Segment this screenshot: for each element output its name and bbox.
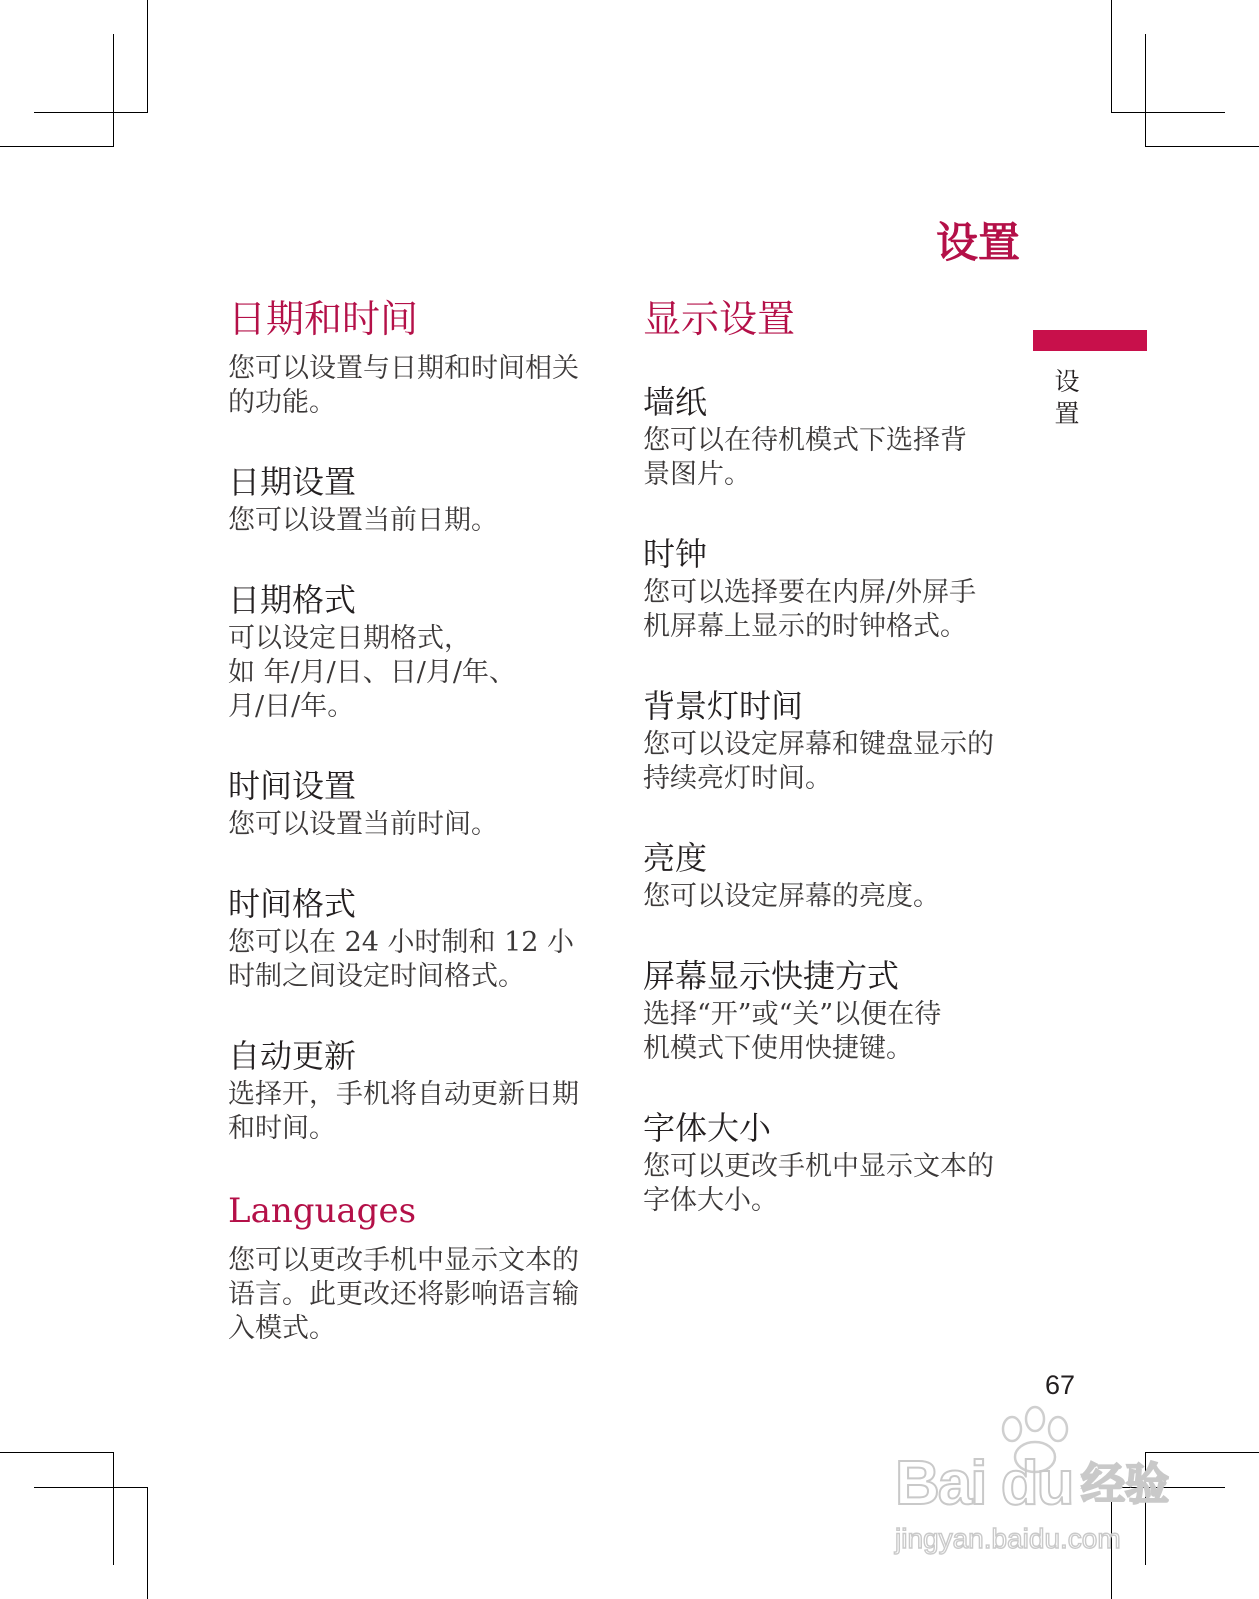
watermark-url: jingyan.baidu.com <box>895 1523 1121 1554</box>
languages-heading: Languages <box>228 1191 417 1231</box>
section-body: 可以设定日期格式， 如 年/月/日、日/月/年、 月/日/年。 <box>228 623 516 722</box>
section-body: 您可以在 24 小时制和 12 小 时制之间设定时间格式。 <box>228 927 575 992</box>
section-body: 您可以在待机模式下选择背 景图片。 <box>643 425 967 490</box>
section-tab-char: 设 <box>1054 367 1080 396</box>
section-title: 日期设置 <box>228 463 357 501</box>
section-title: 背景灯时间 <box>643 687 804 725</box>
section-tab-char: 置 <box>1054 399 1080 428</box>
section-title: 时间设置 <box>228 767 357 805</box>
section-body: 您可以选择要在内屏/外屏手 机屏幕上显示的时钟格式。 <box>643 577 977 642</box>
section-body: 您可以设定屏幕的亮度。 <box>643 881 940 912</box>
crop-mark <box>0 146 114 147</box>
right-column <box>643 296 1023 1218</box>
section-body: 您可以设置当前时间。 <box>228 809 498 840</box>
section-tab-label <box>1052 366 1082 430</box>
display-settings-heading: 显示设置 <box>643 297 796 341</box>
section-title: 时钟 <box>643 535 708 573</box>
section-tab-bar <box>1033 330 1147 351</box>
section-body: 您可以设置当前日期。 <box>228 505 498 536</box>
section-title: 时间格式 <box>228 885 357 923</box>
crop-mark <box>0 1452 114 1453</box>
page-number: 67 <box>1045 1370 1076 1400</box>
watermark-brand: Bai du <box>895 1449 1073 1518</box>
crop-mark <box>1145 146 1259 147</box>
crop-mark <box>1145 34 1146 146</box>
section-title: 屏幕显示快捷方式 <box>643 957 900 995</box>
section-body: 选择开，手机将自动更新日期 和时间。 <box>228 1079 579 1144</box>
page-title: 设置 <box>935 218 1020 267</box>
section-body: 您可以设定屏幕和键盘显示的 持续亮灯时间。 <box>643 729 994 794</box>
languages-body: 您可以更改手机中显示文本的 语言。此更改还将影响语言输 入模式。 <box>228 1245 579 1344</box>
section-body: 选择“开”或“关”以便在待 机模式下使用快捷键。 <box>643 999 942 1064</box>
crop-mark <box>113 1452 114 1565</box>
crop-mark <box>113 34 114 146</box>
date-time-intro: 您可以设置与日期和时间相关 的功能。 <box>228 353 579 418</box>
left-column <box>228 296 608 1346</box>
crop-mark <box>1111 112 1225 113</box>
section-title: 亮度 <box>643 839 708 877</box>
baidu-watermark <box>895 1405 1195 1555</box>
crop-mark <box>147 1487 148 1599</box>
crop-mark <box>147 0 148 112</box>
section-title: 日期格式 <box>228 581 357 619</box>
crop-mark <box>1111 0 1112 112</box>
section-title: 字体大小 <box>643 1109 772 1147</box>
date-time-heading: 日期和时间 <box>228 297 419 341</box>
crop-mark <box>34 1487 148 1488</box>
section-body: 您可以更改手机中显示文本的 字体大小。 <box>643 1151 994 1216</box>
crop-mark <box>34 112 148 113</box>
section-title: 自动更新 <box>228 1037 357 1075</box>
watermark-cn: 经验 <box>1081 1459 1169 1510</box>
section-title: 墙纸 <box>643 383 708 421</box>
